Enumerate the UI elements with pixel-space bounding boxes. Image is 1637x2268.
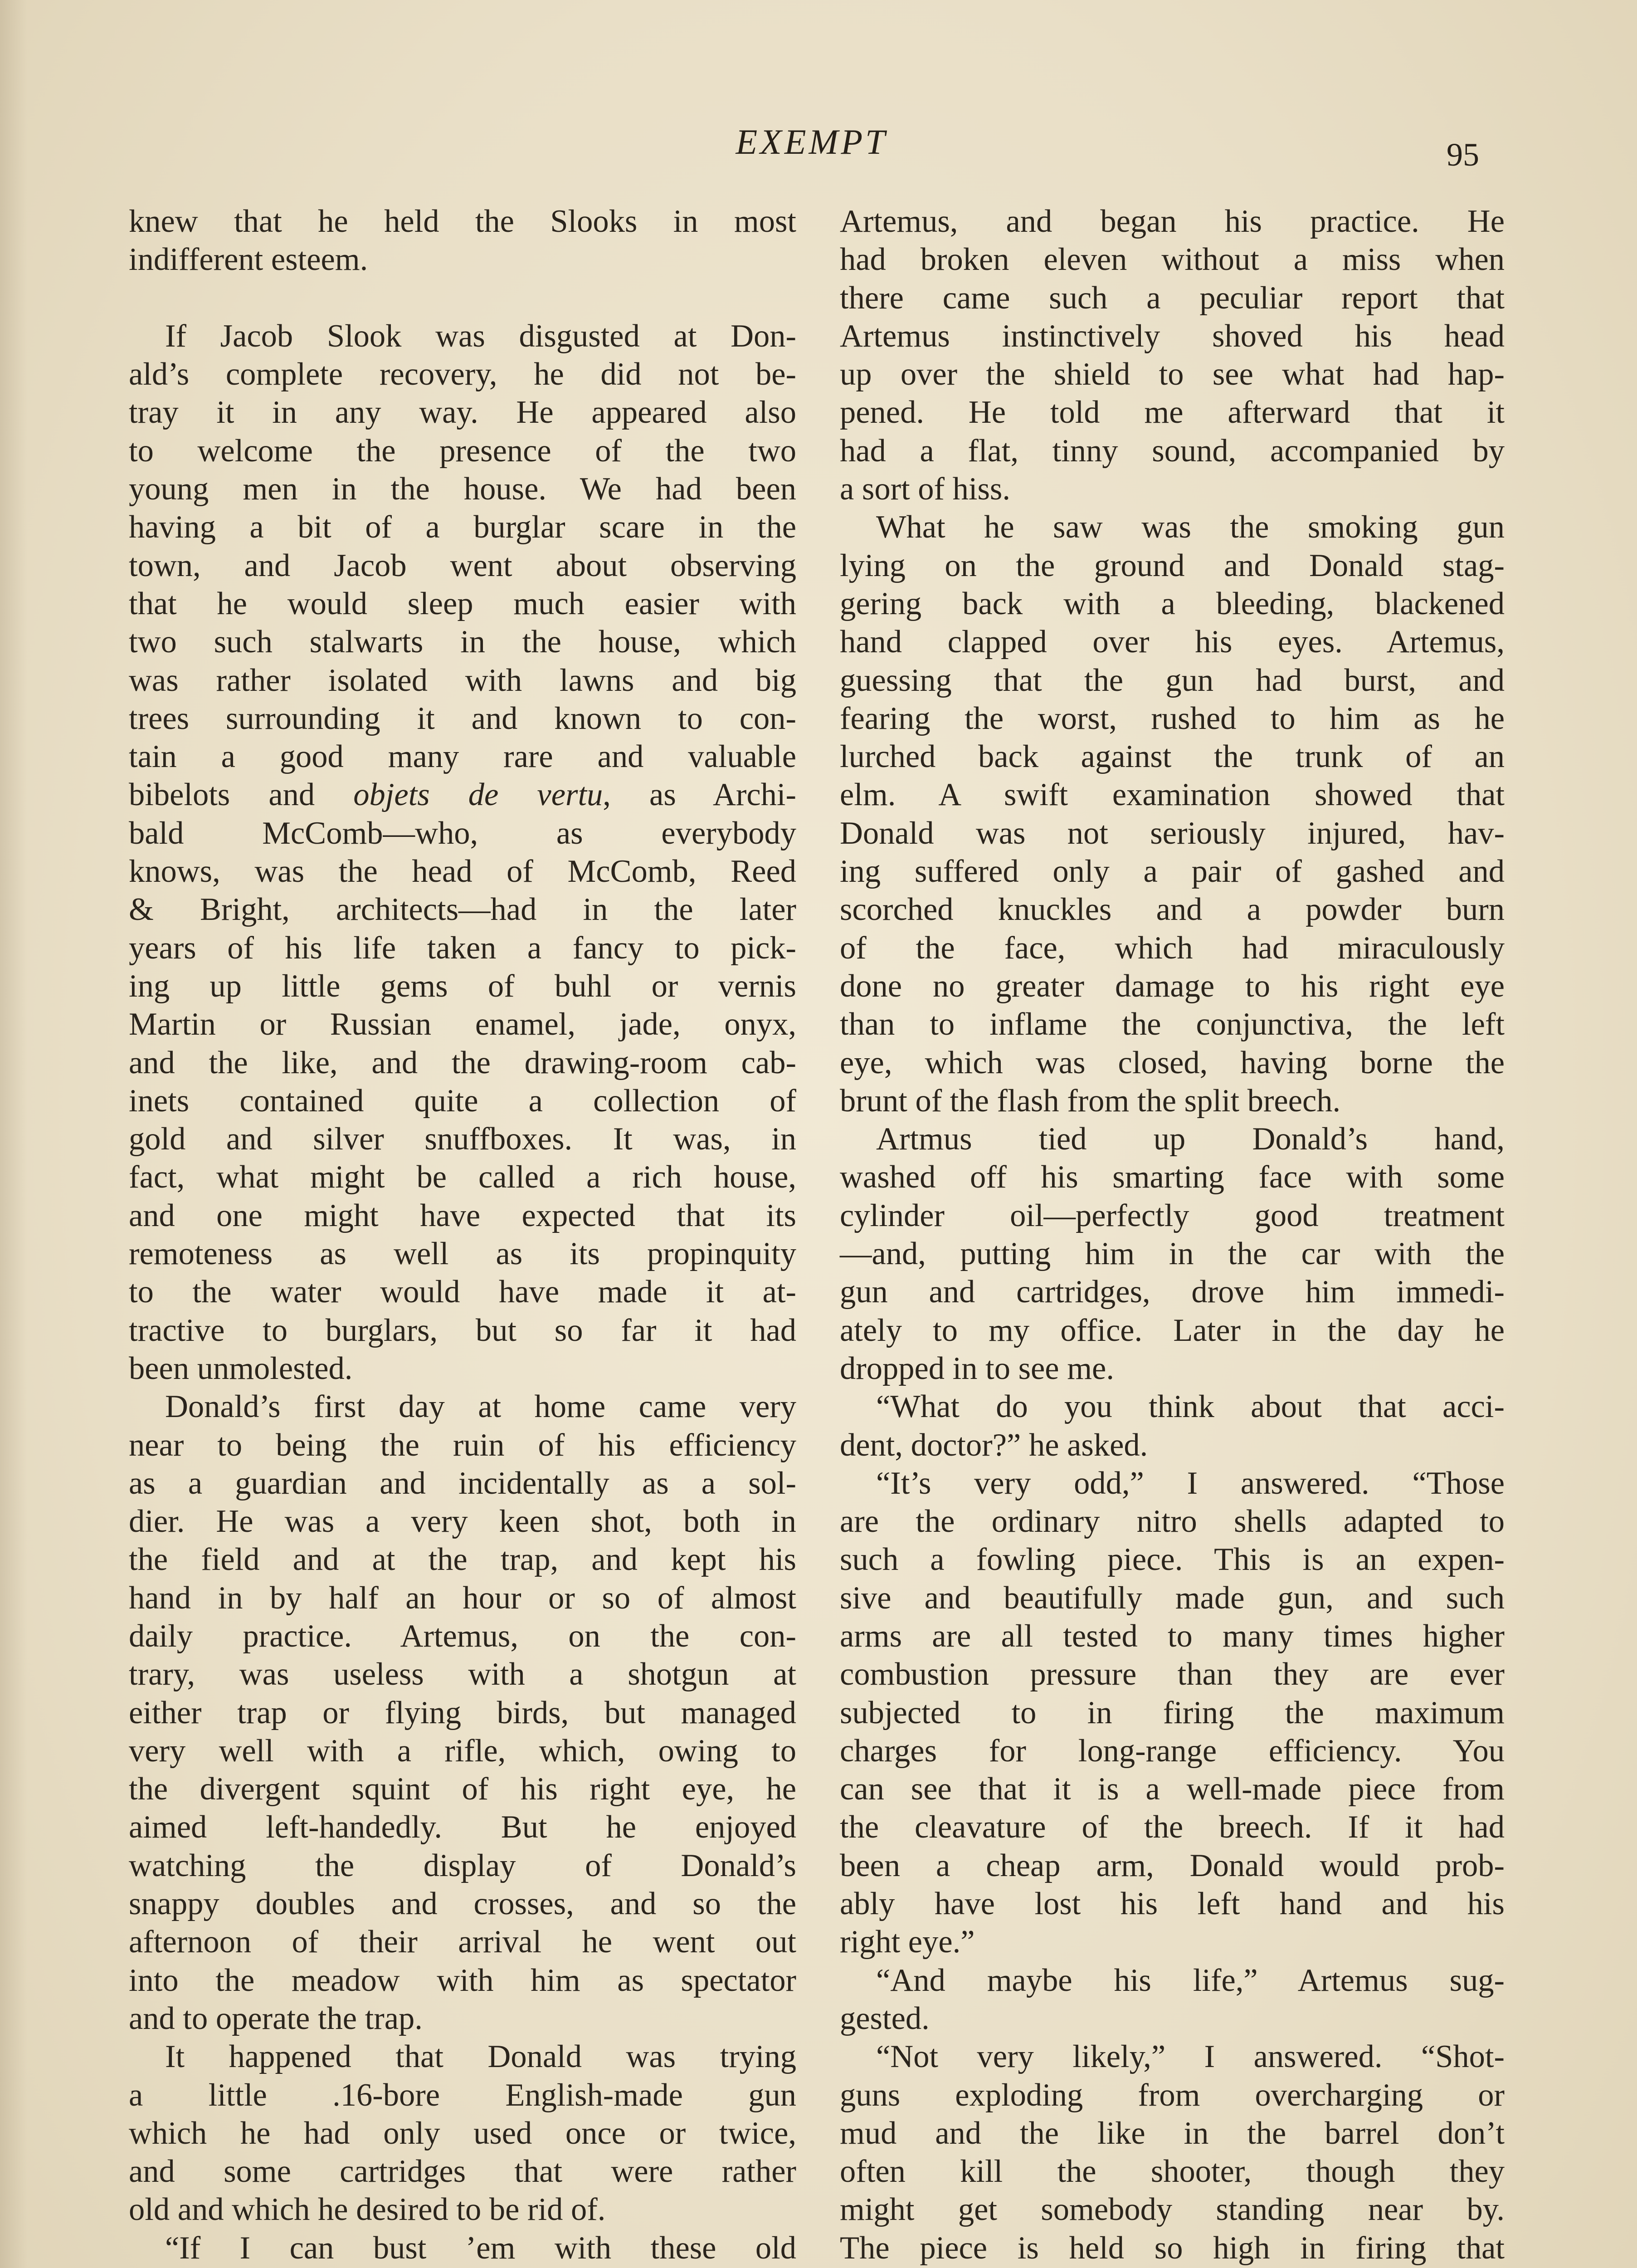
text-line: and one might have expected that its xyxy=(129,1198,796,1233)
text-line: than to inflame the conjunctiva, the left xyxy=(840,1007,1505,1042)
text-line: “What do you think about that acci- xyxy=(876,1389,1505,1425)
text-line: been a cheap arm, Donald would prob- xyxy=(840,1848,1505,1883)
text-line: “Not very likely,” I answered. “Shot- xyxy=(876,2039,1505,2075)
text-line: gering back with a bleeding, blackened xyxy=(840,586,1505,621)
text-line: can see that it is a well-made piece from xyxy=(840,1771,1505,1807)
text-line: daily practice. Artemus, on the con- xyxy=(129,1618,796,1654)
text-line: there came such a peculiar report that xyxy=(840,280,1505,316)
text-line: knew that he held the Slooks in most xyxy=(129,204,796,239)
text-line: ately to my office. Later in the day he xyxy=(840,1312,1505,1348)
text-line: of the face, which had miraculously xyxy=(840,930,1505,966)
text-line: remoteness as well as its propinquity xyxy=(129,1236,796,1272)
text-line: Artemus, and began his practice. He xyxy=(840,204,1505,239)
text-line: arms are all tested to many times higher xyxy=(840,1618,1505,1654)
text-line: ing up little gems of buhl or vernis xyxy=(129,968,796,1004)
text-line: If Jacob Slook was disgusted at Don- xyxy=(165,318,796,354)
text-line: Artemus instinctively shoved his head xyxy=(840,318,1505,354)
text-line: gested. xyxy=(840,2000,930,2036)
text-line: guessing that the gun had burst, and xyxy=(840,662,1505,698)
text-line: done no greater damage to his right eye xyxy=(840,968,1505,1004)
text-line: dier. He was a very keen shot, both in xyxy=(129,1504,796,1540)
text-line: gun and cartridges, drove him immedi- xyxy=(840,1274,1505,1310)
text-line: lurched back against the trunk of an xyxy=(840,739,1505,775)
text-line: tractive to burglars, but so far it had xyxy=(129,1312,796,1348)
text-line: watching the display of Donald’s xyxy=(129,1848,796,1883)
text-line: ald’s complete recovery, he did not be- xyxy=(129,357,796,392)
text-line: It happened that Donald was trying xyxy=(165,2039,796,2075)
text-line: scorched knuckles and a powder burn xyxy=(840,892,1505,928)
text-line: the divergent squint of his right eye, he xyxy=(129,1771,796,1807)
text-line: Donald was not seriously injured, hav- xyxy=(840,815,1505,851)
text-line: bibelots and objets de vertu, as Archi- xyxy=(129,777,796,813)
text-line: to welcome the presence of the two xyxy=(129,433,796,469)
text-line: dropped in to see me. xyxy=(840,1350,1114,1386)
text-line: that he would sleep much easier with xyxy=(129,586,796,621)
text-line: into the meadow with him as spectator xyxy=(129,1962,796,1998)
text-line: either trap or flying birds, but managed xyxy=(129,1695,796,1730)
text-line: cylinder oil—perfectly good treatment xyxy=(840,1198,1505,1233)
text-line: pened. He told me afterward that it xyxy=(840,395,1505,430)
text-line: two such stalwarts in the house, which xyxy=(129,624,796,660)
left-text-column xyxy=(129,202,796,2268)
text-line: subjected to in firing the maximum xyxy=(840,1695,1505,1730)
text-line: such a fowling piece. This is an expen- xyxy=(840,1542,1505,1578)
text-line: and to operate the trap. xyxy=(129,2000,423,2036)
text-line: mud and the like in the barrel don’t xyxy=(840,2115,1505,2151)
text-line: are the ordinary nitro shells adapted to xyxy=(840,1504,1505,1540)
text-line: & Bright, architects—had in the later xyxy=(129,892,796,928)
text-line: “It’s very odd,” I answered. “Those xyxy=(876,1465,1505,1501)
text-line: hand in by half an hour or so of almost xyxy=(129,1580,796,1616)
text-line: town, and Jacob went about observing xyxy=(129,547,796,583)
text-line: trees surrounding it and known to con- xyxy=(129,700,796,736)
text-line: “And maybe his life,” Artemus sug- xyxy=(876,1962,1505,1998)
text-line: sive and beautifully made gun, and such xyxy=(840,1580,1505,1616)
text-line: guns exploding from overcharging or xyxy=(840,2077,1505,2113)
text-line: the cleavature of the breech. If it had xyxy=(840,1809,1505,1845)
text-line: afternoon of their arrival he went out xyxy=(129,1924,796,1960)
text-line: elm. A swift examination showed that xyxy=(840,777,1505,813)
text-line: indifferent esteem. xyxy=(129,242,368,278)
text-line: often kill the shooter, though they xyxy=(840,2154,1505,2190)
text-line: snappy doubles and crosses, and so the xyxy=(129,1886,796,1922)
right-text-column xyxy=(840,202,1505,2268)
text-line: knows, was the head of McComb, Reed xyxy=(129,854,796,890)
page-edge-shadow xyxy=(0,0,27,2268)
text-line: ing suffered only a pair of gashed and xyxy=(840,854,1505,890)
text-line: combustion pressure than they are ever xyxy=(840,1657,1505,1692)
text-line: gold and silver snuffboxes. It was, in xyxy=(129,1121,796,1157)
text-line: fact, what might be called a rich house, xyxy=(129,1159,796,1195)
text-line: bald McComb—who, as everybody xyxy=(129,815,796,851)
text-line: hand clapped over his eyes. Artemus, xyxy=(840,624,1505,660)
text-line: near to being the ruin of his efficiency xyxy=(129,1427,796,1463)
text-line: been unmolested. xyxy=(129,1350,353,1386)
text-line: a little .16-bore English-made gun xyxy=(129,2077,796,2113)
text-line: old and which he desired to be rid of. xyxy=(129,2192,606,2228)
text-line: up over the shield to see what had hap- xyxy=(840,357,1505,392)
text-line: and the like, and the drawing-room cab- xyxy=(129,1045,796,1080)
text-line: was rather isolated with lawns and big xyxy=(129,662,796,698)
text-line: might get somebody standing near by. xyxy=(840,2192,1505,2228)
text-line: inets contained quite a collection of xyxy=(129,1083,796,1119)
text-line: very well with a rifle, which, owing to xyxy=(129,1733,796,1769)
text-line: years of his life taken a fancy to pick- xyxy=(129,930,796,966)
text-line: to the water would have made it at- xyxy=(129,1274,796,1310)
text-line: washed off his smarting face with some xyxy=(840,1159,1505,1195)
text-line: lying on the ground and Donald stag- xyxy=(840,547,1505,583)
text-line: The piece is held so high in firing that xyxy=(840,2230,1505,2266)
page-number: 95 xyxy=(1447,137,1479,173)
text-line: the field and at the trap, and kept his xyxy=(129,1542,796,1578)
text-line: as a guardian and incidentally as a sol- xyxy=(129,1465,796,1501)
text-line: which he had only used once or twice, xyxy=(129,2115,796,2151)
text-line: eye, which was closed, having borne the xyxy=(840,1045,1505,1080)
text-line: dent, doctor?” he asked. xyxy=(840,1427,1148,1463)
text-line: right eye.” xyxy=(840,1924,975,1960)
text-line: “If I can bust ’em with these old xyxy=(165,2230,796,2266)
text-line: What he saw was the smoking gun xyxy=(876,509,1505,545)
text-line: tain a good many rare and valuable xyxy=(129,739,796,775)
text-line: and some cartridges that were rather xyxy=(129,2154,796,2190)
text-line: charges for long-range efficiency. You xyxy=(840,1733,1505,1769)
text-line: young men in the house. We had been xyxy=(129,471,796,507)
text-line: fearing the worst, rushed to him as he xyxy=(840,700,1505,736)
text-line: tray it in any way. He appeared also xyxy=(129,395,796,430)
text-line: had a flat, tinny sound, accompanied by xyxy=(840,433,1505,469)
text-line: Artmus tied up Donald’s hand, xyxy=(876,1121,1505,1157)
text-line: had broken eleven without a miss when xyxy=(840,242,1505,278)
text-line: aimed left-handedly. But he enjoyed xyxy=(129,1809,796,1845)
text-line: a sort of hiss. xyxy=(840,471,1010,507)
text-line: Martin or Russian enamel, jade, onyx, xyxy=(129,1007,796,1042)
text-line: trary, was useless with a shotgun at xyxy=(129,1657,796,1692)
paragraph-gap xyxy=(129,279,796,317)
text-line: —and, putting him in the car with the xyxy=(840,1236,1505,1272)
running-title: EXEMPT xyxy=(736,122,888,161)
text-line: having a bit of a burglar scare in the xyxy=(129,509,796,545)
text-line: ably have lost his left hand and his xyxy=(840,1886,1505,1922)
text-line: brunt of the flash from the split breech. xyxy=(840,1083,1341,1119)
text-line: Donald’s first day at home came very xyxy=(165,1389,796,1425)
